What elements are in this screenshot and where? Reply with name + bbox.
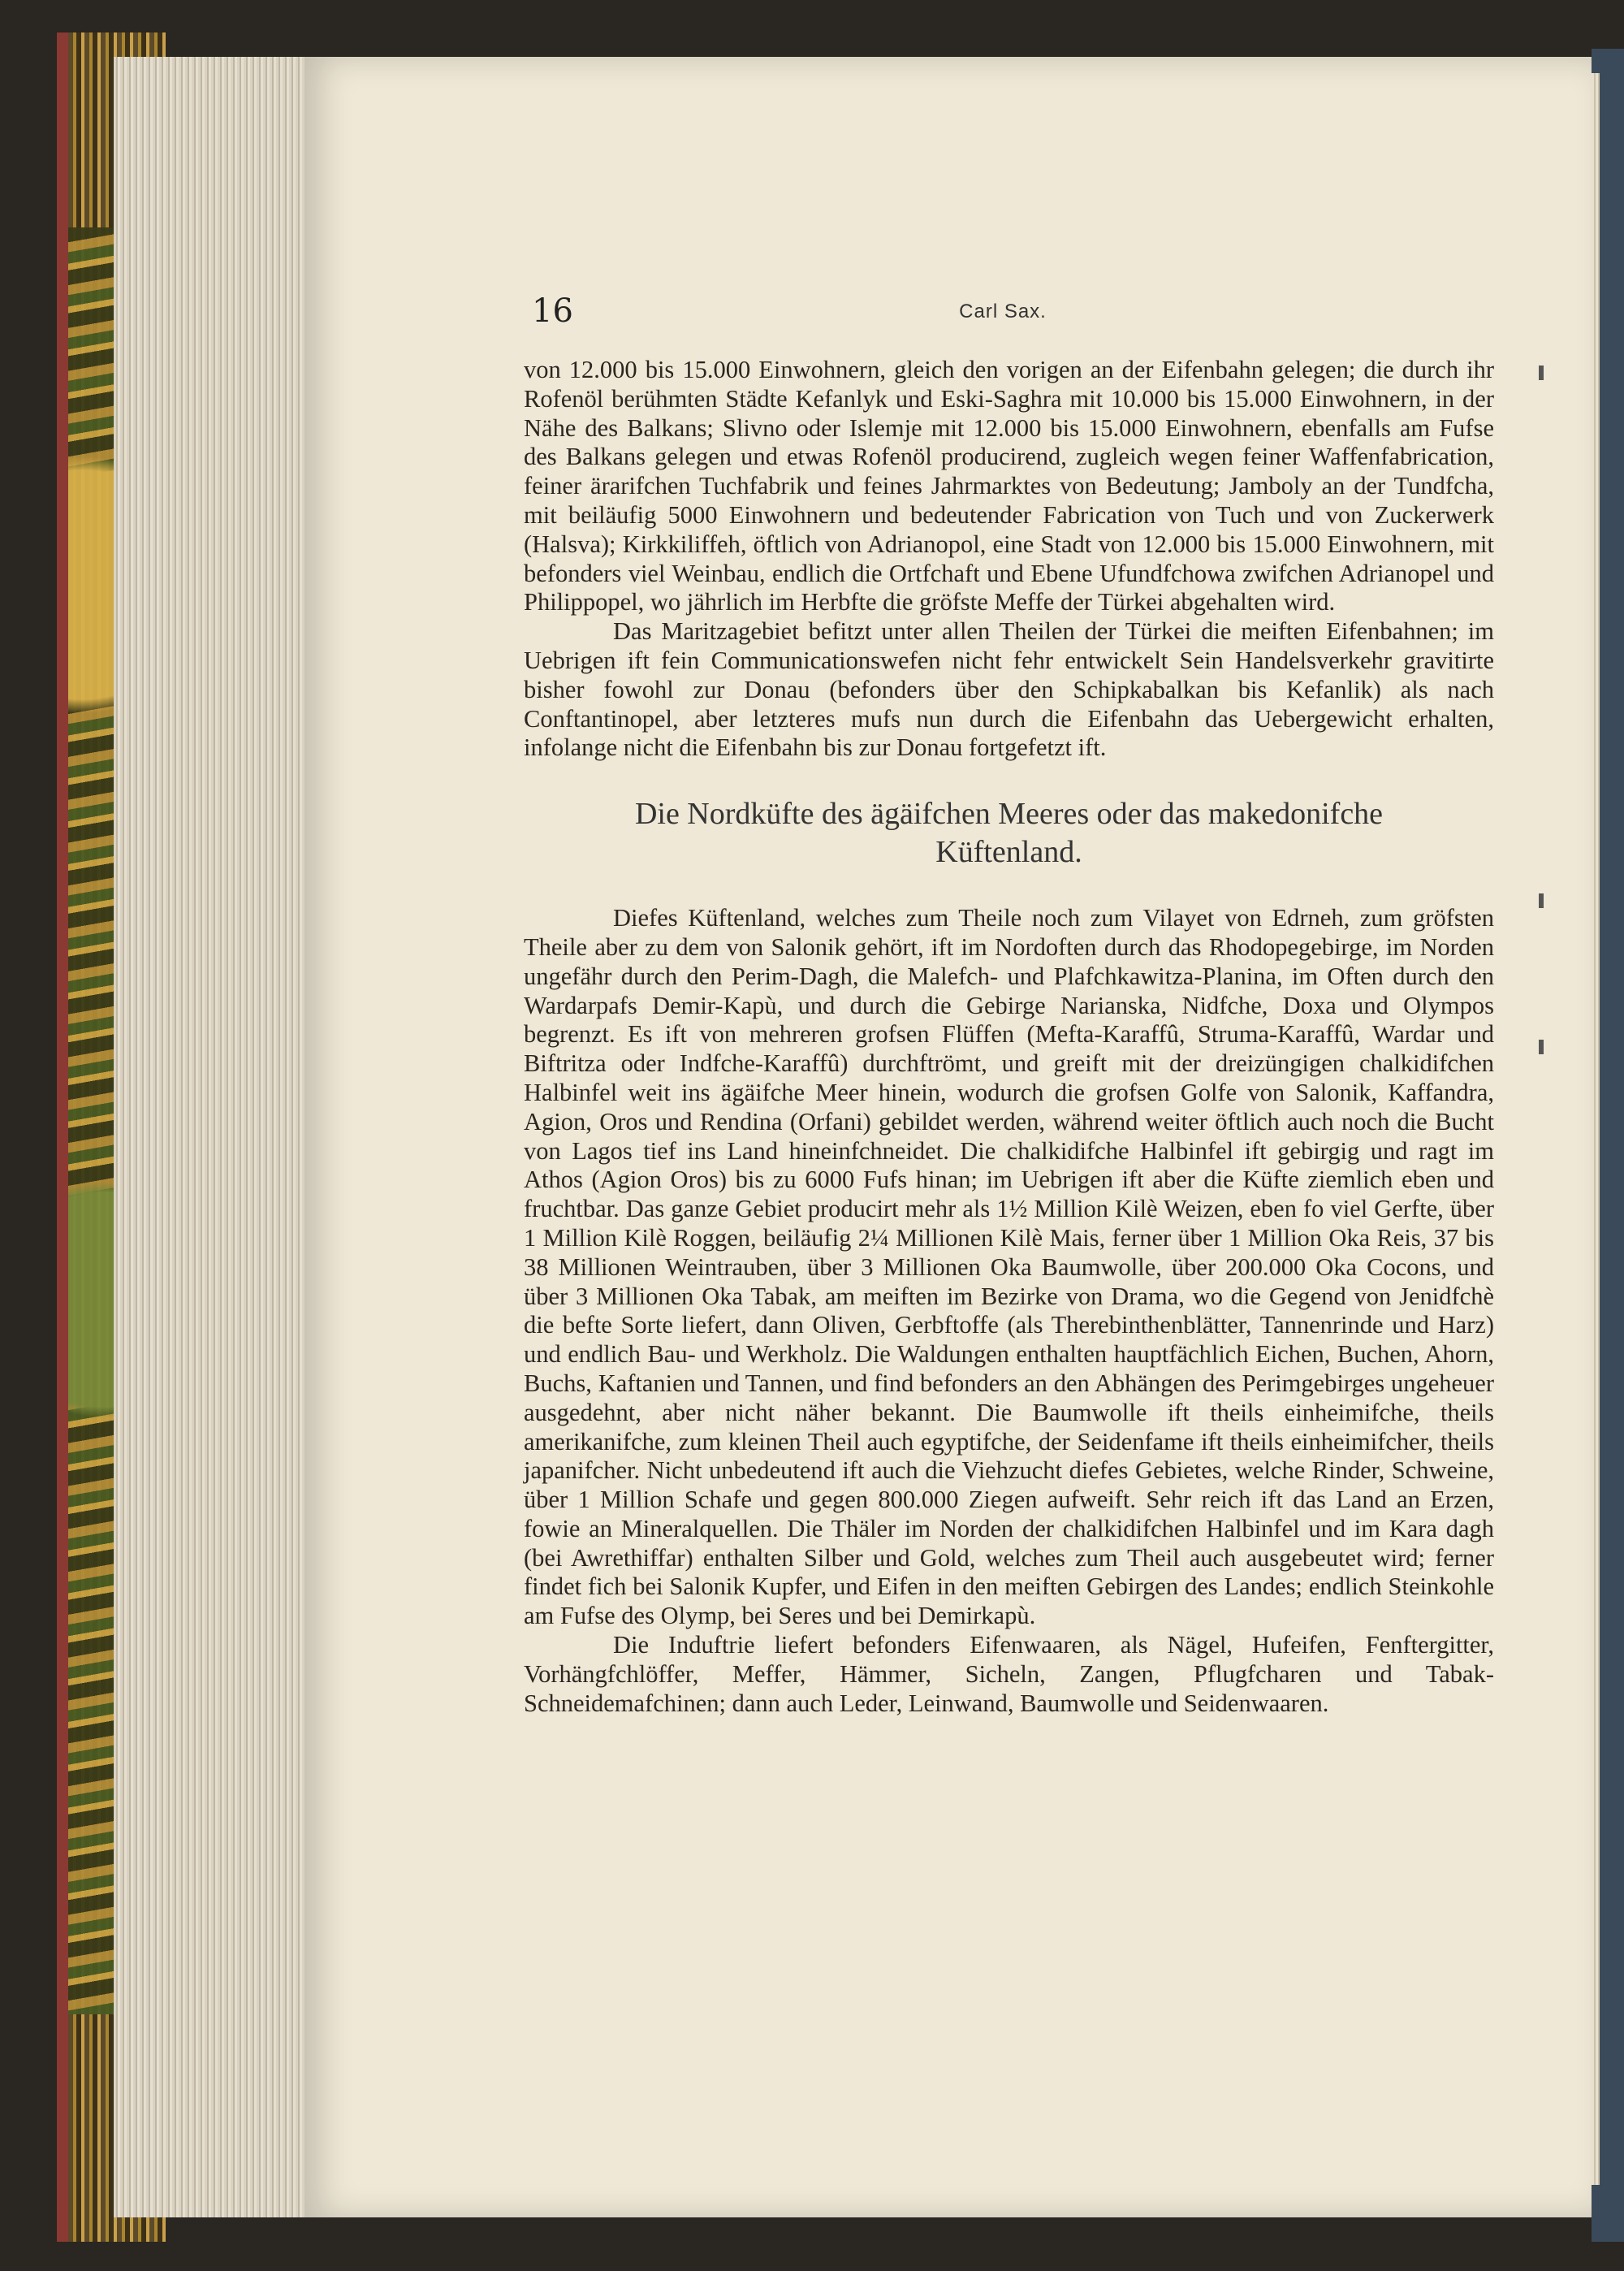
paragraph: von 12.000 bis 15.000 Einwohnern, gleich den vorigen an der Eifenbahn gelegen; die durch ihr Rofenöl berühmten Städte Kefanlyk und Eski-Saghra mit 10.000 bis 15.000 Einwohnern, in der Nähe des Balkans; Slivno oder Islemje mit 12.000 bis 15.000 Einwohnern, ebenfalls am Fufse des Balkans gelegen und etwas Rofenöl producirend, zugleich wegen feiner Waffenfabrication, feiner ärarifchen Tuchfabrik und feines Jahrmarktes von Bedeutung; Jamboly an der Tundfcha, mit beiläufig 5000 Einwohnern und bedeutender Fabrication von Tuch und von Zuckerwerk (Halsva); Kirkkiliffeh, öftlich von Adrianopol, eine Stadt von 12.000 bis 15.000 Einwohnern, mit befonders viel Weinbau, endlich die Ortfchaft und Ebene Ufundfchowa zwifchen Adrianopel und Philippopel, wo jährlich im Herbfte die gröfste Meffe der Türkei abgehalten wird.	[524, 356, 1494, 616]
page-number: 16	[532, 292, 573, 330]
section-heading-line: Küftenland.	[935, 835, 1082, 870]
running-head: Carl Sax.	[959, 301, 1047, 322]
book-page	[304, 57, 1592, 2217]
page-block-left	[114, 57, 317, 2217]
paragraph: Das Maritzagebiet befitzt unter allen Theilen der Türkei die meiften Eifenbahnen; im Uebrigen ift fein Communicationswefen nicht fehr entwickelt Sein Handelsverkehr gravitirte bisher fowohl zur Donau (befonders über den Schipkabalkan bis Kefanlik) als nach Conftantinopel, aber letzteres mufs nun durch die Eifenbahn das Uebergewicht erhalten, infolange nicht die Eifenbahn bis zur Donau fortgefetzt ift.	[524, 617, 1494, 762]
paragraph: Die Induftrie liefert befonders Eifenwaaren, als Nägel, Hufeifen, Fenftergitter, Vorhängfchlöffer, Meffer, Hämmer, Sicheln, Zangen, Pflugfcharen und Tabak-Schneidemafchinen; dann auch Leder, Leinwand, Baumwolle und Seidenwaaren.	[524, 1631, 1494, 1717]
section-heading	[524, 795, 1494, 872]
page-header	[532, 292, 1474, 341]
page-body	[524, 356, 1494, 1718]
section-heading-line: Die Nordküfte des ägäifchen Meeres oder das makedonifche	[634, 797, 1384, 832]
margin-mark	[1539, 366, 1544, 380]
paragraph: Diefes Küftenland, welches zum Theile noch zum Vilayet von Edrneh, zum gröfsten Theile aber zu dem von Salonik gehört, ift im Nordoften durch das Rhodopegebirge, im Norden ungefähr durch den Perim-Dagh, die Malefch- und Plafchkawitza-Planina, im Often durch den Wardarpafs Demir-Kapù, und durch die Gebirge Narianska, Nidfche, Doxa und Olympos begrenzt. Es ift von mehreren grofsen Flüffen (Mefta-Karaffû, Struma-Karaffû, Wardar und Biftritza oder Indfche-Karaffû) durchftrömt, und greift mit der dreizüngigen chalkidifchen Halbinfel weit ins ägäifche Meer hinein, wodurch die grofsen Golfe von Salonik, Kaffandra, Agion, Oros und Rendina (Orfani) gebildet werden, während weiter öftlich auch noch die Bucht von Lagos tief ins Land hineinfchneidet. Die chalkidifche Halbinfel ift gebirgig und ragt im Athos (Agion Oros) bis zu 6000 Fufs hinan; im Uebrigen ift aber die Küfte ziemlich eben und fruchtbar. Das ganze Gebiet producirt mehr als 1½ Million Kilè Weizen, eben fo viel Gerfte, über 1 Million Kilè Roggen, beiläufig 2¼ Millionen Kilè Mais, ferner über 1 Million Oka Reis, 37 bis 38 Millionen Weintrauben, über 3 Millionen Oka Baumwolle, über 200.000 Oka Cocons, und über 3 Millionen Oka Tabak, am meiften im Bezirke von Drama, wo die Gegend von Jenidfchè die befte Sorte liefert, dann Oliven, Gerbftoffe (als Therebinthenblätter, Tannenrinde und Harz) und endlich Bau- und Werkholz. Die Waldungen enthalten hauptfächlich Eichen, Buchen, Ahorn, Buchs, Kaftanien und Tannen, und find befonders an den Abhängen des Perimgebirges ungeheuer ausgedehnt, aber nicht näher bekannt. Die Baumwolle ift theils einheimifche, theils amerikanifche, zum kleinen Theil auch egyptifche, der Seidenfame ift theils einheimifcher, theils japanifcher. Nicht unbedeutend ift auch die Viehzucht diefes Gebietes, welche Rinder, Schweine, über 1 Million Schafe und gegen 800.000 Ziegen aufweift. Sehr reich ift das Land an Erzen, fowie an Mineralquellen. Die Thäler im Norden der chalkidifchen Halbinfel und im Kara dagh (bei Awrethiffar) enthalten Silber und Gold, welches zum Theil auch ausgebeutet wird; ferner findet fich bei Salonik Kupfer, und Eifen in den meiften Gebirgen des Landes; endlich Steinkohle am Fufse des Olymp, bei Seres und bei Demirkapù.	[524, 904, 1494, 1630]
margin-mark	[1539, 1040, 1544, 1054]
marbled-cover	[68, 227, 117, 2014]
margin-mark	[1539, 893, 1544, 908]
